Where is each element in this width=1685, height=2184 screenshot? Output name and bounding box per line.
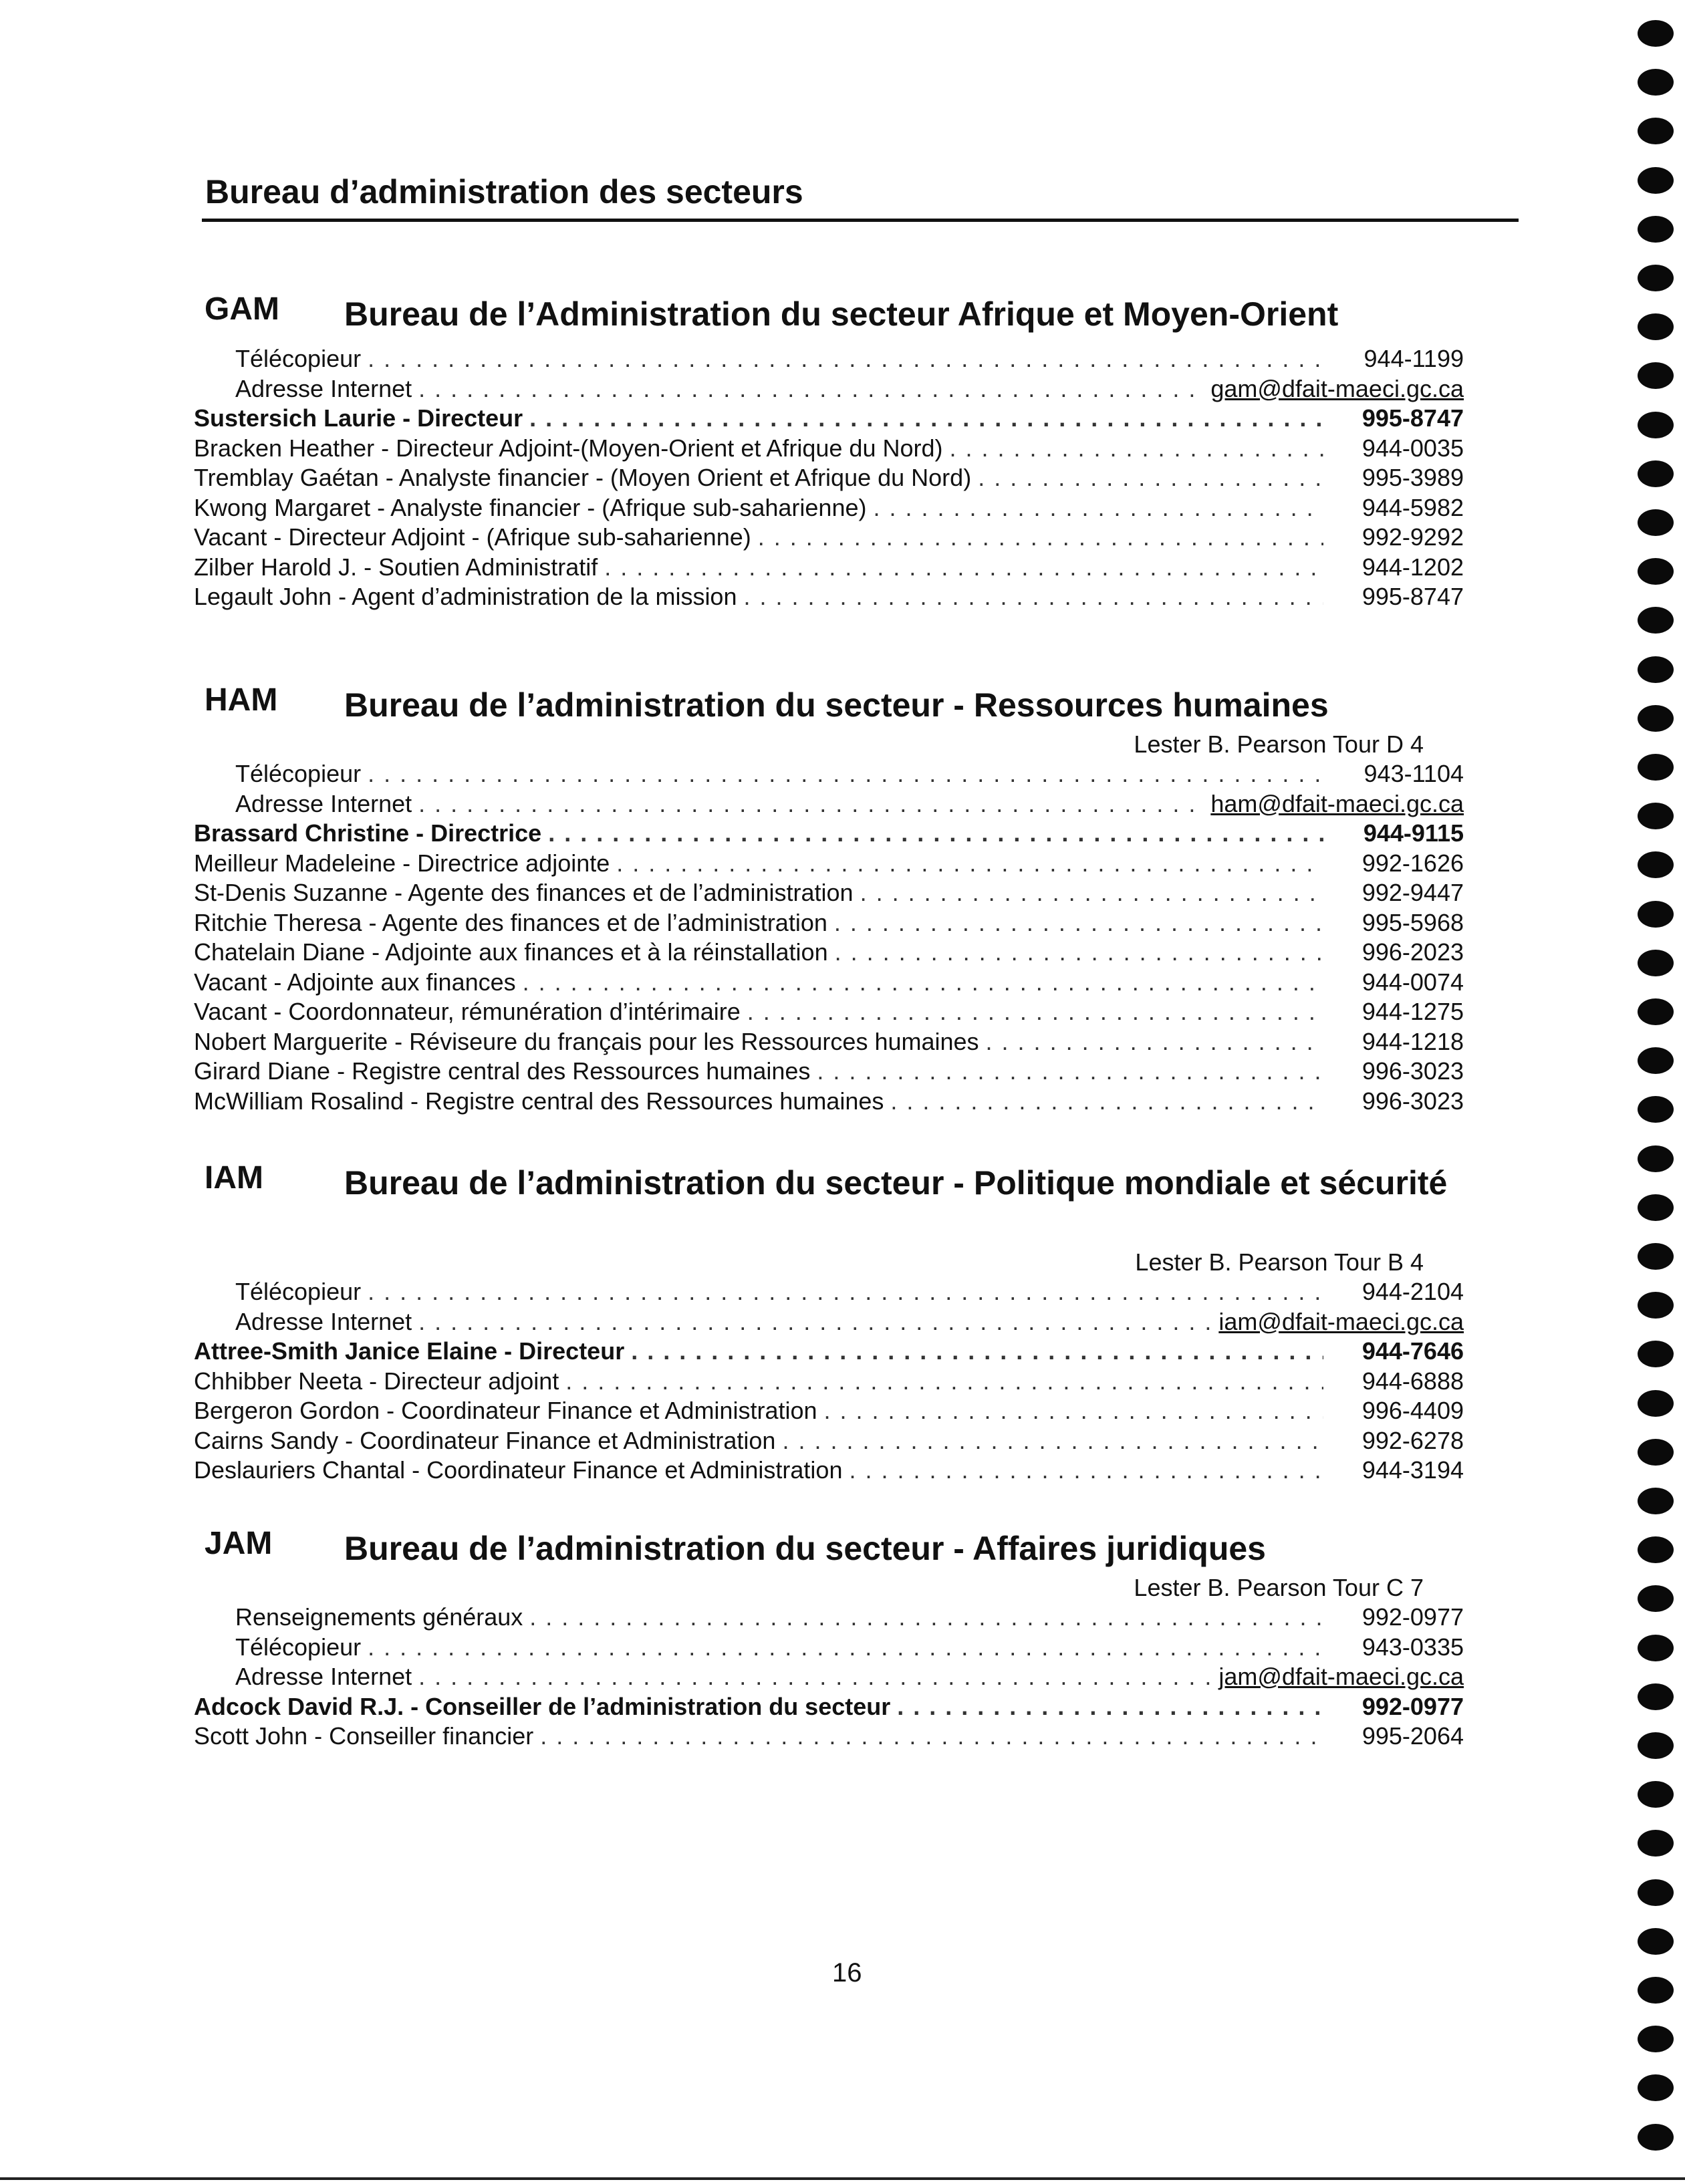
binding-hole-icon [1638,1879,1674,1906]
dot-leader [949,434,1323,464]
binding-hole-icon [1638,998,1674,1025]
entry-label: Cairns Sandy - Coordinateur Finance et Administration [194,1426,776,1454]
phone-number: 944-0074 [1362,968,1464,996]
section-title: Bureau de l’Administration du secteur Afrique et Moyen-Orient [344,295,1339,333]
heading-rule [202,219,1519,222]
directory-entry [194,1662,1464,1692]
phone-number: 944-6888 [1362,1367,1464,1395]
dot-leader [368,1277,1323,1307]
email-link[interactable]: iam@dfait-maeci.gc.ca [1218,1307,1464,1335]
email-link[interactable]: gam@dfait-maeci.gc.ca [1210,374,1464,402]
entry-label: Ritchie Theresa - Agente des finances et de l’administration [194,908,827,936]
binding-hole-icon [1638,1194,1674,1221]
binding-hole-icon [1638,1047,1674,1074]
directory-entry [194,938,1464,968]
entry-label: Girard Diane - Registre central des Ressources humaines [194,1057,811,1085]
binding-hole-icon [1638,1292,1674,1319]
binding-hole-icon [1638,20,1674,47]
phone-number: 996-3023 [1362,1087,1464,1115]
binding-hole-icon [1638,1635,1674,1661]
entry-label: Adcock David R.J. - Conseiller de l’administration du secteur [194,1692,891,1720]
directory-entry [194,1277,1464,1307]
phone-number: 944-1199 [1364,345,1464,372]
section-header [194,1525,1464,1573]
phone-number: 992-0977 [1362,1692,1464,1720]
dot-leader [824,1396,1323,1426]
section-header [194,682,1464,730]
directory-entry [194,1456,1464,1486]
binding-hole-icon [1638,1977,1674,2004]
entry-label: Chatelain Diane - Adjointe aux finances et à la réinstallation [194,938,828,966]
entry-label: Brassard Christine - Directrice [194,819,542,847]
directory-entry [194,968,1464,998]
dot-leader [849,1456,1323,1486]
entry-list [194,1277,1464,1486]
binding-hole-icon [1638,1439,1674,1466]
phone-number: 995-2064 [1362,1722,1464,1750]
page-number: 16 [832,1958,862,1988]
directory-entry [194,493,1464,523]
binding-hole-icon [1638,558,1674,585]
dot-leader [368,344,1323,374]
binding-hole-icon [1638,118,1674,144]
email-link[interactable]: ham@dfait-maeci.gc.ca [1210,789,1464,817]
dot-leader [890,1087,1323,1117]
section-code: GAM [205,291,279,327]
binding-hole-icon [1638,607,1674,634]
email-link[interactable]: jam@dfait-maeci.gc.ca [1218,1663,1464,1690]
directory-entry [194,1396,1464,1426]
section-ham [194,682,1464,1116]
binding-hole-icon [1638,362,1674,389]
binding-hole-icon [1638,754,1674,781]
entry-label: Adresse Internet [235,1307,412,1335]
page-heading: Bureau d’administration des secteurs [205,173,803,211]
dot-leader [529,404,1323,434]
phone-number: 996-2023 [1362,938,1464,966]
phone-number: 944-7646 [1362,1337,1464,1365]
phone-number: 943-0335 [1362,1633,1464,1661]
binding-hole-icon [1638,1341,1674,1367]
section-gam [194,291,1464,612]
dot-leader [616,849,1323,879]
entry-label: Sustersich Laurie - Directeur [194,404,523,432]
binding-hole-icon [1638,216,1674,243]
phone-number: 944-0035 [1362,434,1464,462]
dot-leader [860,878,1323,908]
dot-leader [418,1662,1212,1692]
binding-hole-icon [1638,950,1674,976]
dot-leader [368,759,1323,789]
dot-leader [747,997,1323,1027]
dot-leader [418,1307,1212,1337]
phone-number: 995-5968 [1362,908,1464,936]
phone-number: 944-2104 [1362,1278,1464,1305]
section-header [194,291,1464,344]
binding-hole-icon [1638,1781,1674,1808]
entry-label: Télécopieur [235,345,362,372]
entry-label: Adresse Internet [235,789,412,817]
entry-label: Adresse Internet [235,374,412,402]
section-title: Bureau de l’administration du secteur - Affaires juridiques [344,1530,1266,1567]
directory-entry [194,1087,1464,1117]
binding-hole-icon [1638,167,1674,194]
directory-entry [194,344,1464,374]
phone-number: 944-1275 [1362,998,1464,1025]
binding-hole-icon [1638,1830,1674,1857]
page-bottom-edge [0,2177,1685,2180]
phone-number: 992-9292 [1362,523,1464,551]
directory-entry [194,463,1464,493]
directory-entry [194,1367,1464,1397]
directory-entry [194,1337,1464,1367]
section-code: HAM [205,682,278,718]
phone-number: 996-3023 [1362,1057,1464,1085]
entry-label: Deslauriers Chantal - Coordinateur Finance et Administration [194,1456,843,1484]
phone-number: 992-6278 [1362,1426,1464,1454]
entry-list [194,1603,1464,1752]
dot-leader [897,1692,1323,1722]
directory-entry [194,523,1464,553]
binding-hole-icon [1638,803,1674,829]
dot-leader [523,968,1323,998]
binding-hole-icon [1638,1145,1674,1172]
entry-list [194,759,1464,1116]
section-title: Bureau de l’administration du secteur - Ressources humaines [344,686,1329,724]
directory-entry [194,1692,1464,1722]
entry-label: Vacant - Adjointe aux finances [194,968,516,996]
entry-label: Vacant - Coordonnateur, rémunération d’intérimaire [194,998,741,1025]
phone-number: 944-1218 [1362,1027,1464,1055]
phone-number: 992-9447 [1362,879,1464,906]
entry-label: Zilber Harold J. - Soutien Administratif [194,553,598,581]
dot-leader [782,1426,1323,1456]
binding-hole-icon [1638,1096,1674,1123]
binding-hole-icon [1638,69,1674,96]
phone-number: 992-1626 [1362,849,1464,877]
phone-number: 944-9115 [1363,819,1464,847]
phone-number: 992-0977 [1362,1603,1464,1631]
entry-label: St-Denis Suzanne - Agente des finances et de l’administration [194,879,854,906]
dot-leader [418,374,1204,404]
binding-hole-icon [1638,509,1674,536]
dot-leader [834,908,1323,938]
binding-hole-icon [1638,901,1674,928]
phone-number: 995-8747 [1362,404,1464,432]
entry-label: Attree-Smith Janice Elaine - Directeur [194,1337,625,1365]
section-location: Lester B. Pearson Tour D 4 [1134,730,1424,758]
entry-label: Kwong Margaret - Analyste financier - (Afrique sub-saharienne) [194,493,867,521]
entry-label: Télécopieur [235,760,362,787]
entry-label: Nobert Marguerite - Réviseure du français pour les Ressources humaines [194,1027,979,1055]
phone-number: 944-5982 [1362,493,1464,521]
section-code: JAM [205,1526,273,1561]
directory-entry [194,819,1464,849]
section-iam [194,1159,1464,1486]
directory-entry [194,582,1464,612]
binding-hole-icon [1638,412,1674,438]
phone-number: 995-3989 [1362,464,1464,491]
entry-label: Chhibber Neeta - Directeur adjoint [194,1367,559,1395]
directory-entry [194,849,1464,879]
dot-leader [631,1337,1323,1367]
directory-entry [194,1307,1464,1337]
dot-leader [529,1603,1323,1633]
entry-label: Tremblay Gaétan - Analyste financier - (Moyen Orient et Afrique du Nord) [194,464,972,491]
entry-label: Renseignements généraux [235,1603,523,1631]
binding-hole-icon [1638,1732,1674,1759]
section-jam [194,1525,1464,1752]
directory-entry [194,1603,1464,1633]
section-code: IAM [205,1160,263,1196]
dot-leader [565,1367,1323,1397]
dot-leader [817,1057,1323,1087]
directory-entry [194,1057,1464,1087]
dot-leader [368,1633,1323,1663]
directory-entry [194,908,1464,938]
directory-entry [194,1027,1464,1057]
entry-label: Meilleur Madeleine - Directrice adjointe [194,849,610,877]
phone-number: 995-8747 [1362,583,1464,610]
dot-leader [540,1722,1323,1752]
dot-leader [743,582,1323,612]
entry-label: Scott John - Conseiller financier [194,1722,534,1750]
binding-hole-icon [1638,265,1674,291]
binding-hole-icon [1638,1243,1674,1270]
directory-entry [194,878,1464,908]
directory-entry [194,997,1464,1027]
dot-leader [604,553,1323,583]
directory-entry [194,404,1464,434]
entry-label: Bracken Heather - Directeur Adjoint-(Moyen-Orient et Afrique du Nord) [194,434,943,462]
binding-hole-icon [1638,1928,1674,1955]
directory-entry [194,1633,1464,1663]
entry-list [194,344,1464,612]
binding-hole-icon [1638,2124,1674,2151]
dot-leader [548,819,1323,849]
binding-hole-icon [1638,1536,1674,1563]
entry-label: Legault John - Agent d’administration de la mission [194,583,737,610]
directory-entry [194,759,1464,789]
dot-leader [418,789,1204,819]
directory-entry [194,434,1464,464]
dot-leader [978,463,1323,493]
binding-hole-icon [1638,1585,1674,1612]
binding-hole-icon [1638,1488,1674,1514]
section-header [194,1159,1464,1248]
dot-leader [758,523,1323,553]
binding-hole-icon [1638,851,1674,878]
entry-label: Télécopieur [235,1633,362,1661]
dot-leader [874,493,1324,523]
dot-leader [835,938,1323,968]
binding-holes [1638,20,1678,2172]
directory-entry [194,553,1464,583]
binding-hole-icon [1638,656,1674,683]
binding-hole-icon [1638,1683,1674,1710]
directory-entry [194,1426,1464,1456]
binding-hole-icon [1638,460,1674,487]
entry-label: Télécopieur [235,1278,362,1305]
section-title: Bureau de l’administration du secteur - Politique mondiale et sécurité [344,1164,1448,1202]
directory-entry [194,1722,1464,1752]
entry-label: Bergeron Gordon - Coordinateur Finance et Administration [194,1397,817,1424]
phone-number: 944-3194 [1362,1456,1464,1484]
directory-entry [194,789,1464,819]
dot-leader [986,1027,1323,1057]
entry-label: McWilliam Rosalind - Registre central des Ressources humaines [194,1087,884,1115]
binding-hole-icon [1638,2026,1674,2052]
binding-hole-icon [1638,313,1674,340]
binding-hole-icon [1638,2074,1674,2101]
phone-number: 996-4409 [1362,1397,1464,1424]
binding-hole-icon [1638,705,1674,732]
section-location: Lester B. Pearson Tour C 7 [1134,1574,1424,1601]
section-location: Lester B. Pearson Tour B 4 [1135,1248,1424,1276]
entry-label: Adresse Internet [235,1663,412,1690]
directory-entry [194,374,1464,404]
binding-hole-icon [1638,1390,1674,1417]
phone-number: 943-1104 [1364,760,1464,787]
entry-label: Vacant - Directeur Adjoint - (Afrique sub-saharienne) [194,523,751,551]
phone-number: 944-1202 [1362,553,1464,581]
